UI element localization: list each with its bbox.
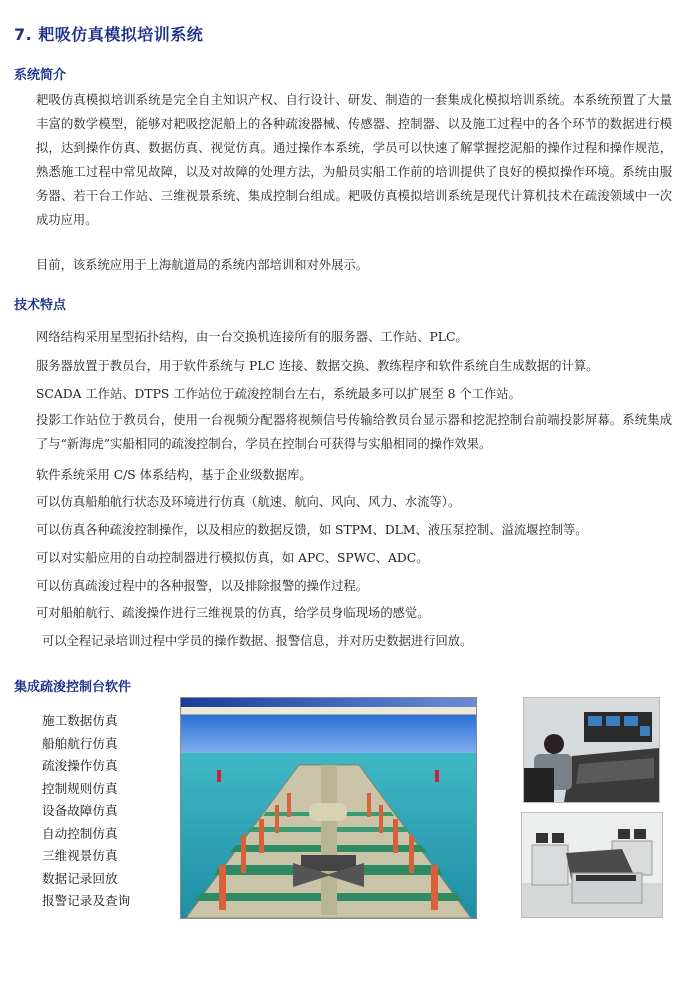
feature-item: 船舶航行仿真 — [42, 735, 118, 751]
tech-item: 可以仿真各种疏浚控制操作，以及相应的数据反馈，如 STPM、DLM、液压泵控制、溢流堰控制等。 — [36, 523, 588, 537]
tech-item: 可以仿真船舶航行状态及环境进行仿真（航速、航向、风向、风力、水流等）。 — [36, 495, 461, 509]
tech-item: 可对船舶航行、疏浚操作进行三维视景的仿真，给学员身临现场的感觉。 — [36, 606, 430, 620]
sim-window-titlebar — [181, 698, 476, 707]
page-title: 7. 耙吸仿真模拟培训系统 — [14, 25, 204, 44]
software-feature-list — [42, 710, 130, 913]
control-room-image — [522, 813, 662, 917]
intro-heading: 系统简介 — [14, 68, 67, 83]
feature-item: 疏浚操作仿真 — [42, 758, 118, 773]
sim-window-menubar — [181, 707, 476, 715]
tech-item: 可以对实船应用的自动控制器进行模拟仿真，如 APC、SPWC、ADC。 — [36, 551, 429, 565]
tech-item: 软件系统采用 C/S 体系结构，基于企业级数据库。 — [36, 468, 312, 482]
tech-item: 服务器放置于教员台，用于软件系统与 PLC 连接、数据交换、教练程序和软件系统自生成数据的计算。 — [36, 359, 599, 373]
control-room-photo — [521, 812, 663, 918]
simulation-screenshot — [180, 697, 477, 919]
operator-photo — [523, 697, 660, 803]
feature-item: 三维视景仿真 — [42, 848, 118, 863]
software-heading: 集成疏浚控制台软件 — [14, 680, 132, 695]
dredger-3d-view — [181, 715, 476, 918]
feature-item: 报警记录及查询 — [42, 893, 131, 908]
operator-at-console-image — [524, 698, 659, 802]
feature-item: 自动控制仿真 — [42, 825, 118, 841]
intro-paragraph-2: 目前，该系统应用于上海航道局的系统内部培训和对外展示。 — [36, 258, 369, 272]
feature-item: 控制规则仿真 — [42, 780, 118, 796]
tech-item: SCADA 工作站、DTPS 工作站位于疏浚控制台左右，系统最多可以扩展至 8 个工作站。 — [36, 387, 521, 401]
feature-item: 设备故障仿真 — [42, 803, 118, 818]
tech-item: 可以全程记录培训过程中学员的操作数据、报警信息，并对历史数据进行回放。 — [42, 634, 473, 648]
feature-item: 施工数据仿真 — [42, 713, 118, 728]
tech-heading: 技术特点 — [14, 298, 67, 313]
intro-paragraph: 耙吸仿真模拟培训系统是完全自主知识产权、自行设计、研发、制造的一套集成化模拟培训系统。本系统预置了大量丰富的数学模型，能够对耙吸挖泥船上的各种疏浚器械、传感器、控制器、以及施工过程中的各个环节的数据进行模拟，达到操作仿真、数据仿真、视觉仿真。通过操作本系统，学员可以快速了解掌握挖泥船的操作过程和操作规范，熟悉施工过程中常见故障，以及对故障的处理方法，为船员实船工作前的培训提供了良好的模拟操作环境。系统由服务器、若干台工作站、三维视景系统、集成控制台组成。耙吸仿真模拟培训系统是现代计算机技术在疏浚领域中一次成功应用。 — [36, 93, 672, 227]
tech-item: 投影工作站位于教员台，使用一台视频分配器将视频信号传输给教员台显示器和挖泥控制台前端投影屏幕。系统集成了与“新海虎”实船相同的疏浚控制台，学员在控制台可获得与实船相同的操作效果。 — [36, 413, 672, 451]
tech-item: 网络结构采用星型拓扑结构，由一台交换机连接所有的服务器、工作站、PLC。 — [36, 330, 468, 344]
feature-item: 数据记录回放 — [42, 870, 118, 886]
tech-item: 可以仿真疏浚过程中的各种报警，以及排除报警的操作过程。 — [36, 579, 369, 593]
